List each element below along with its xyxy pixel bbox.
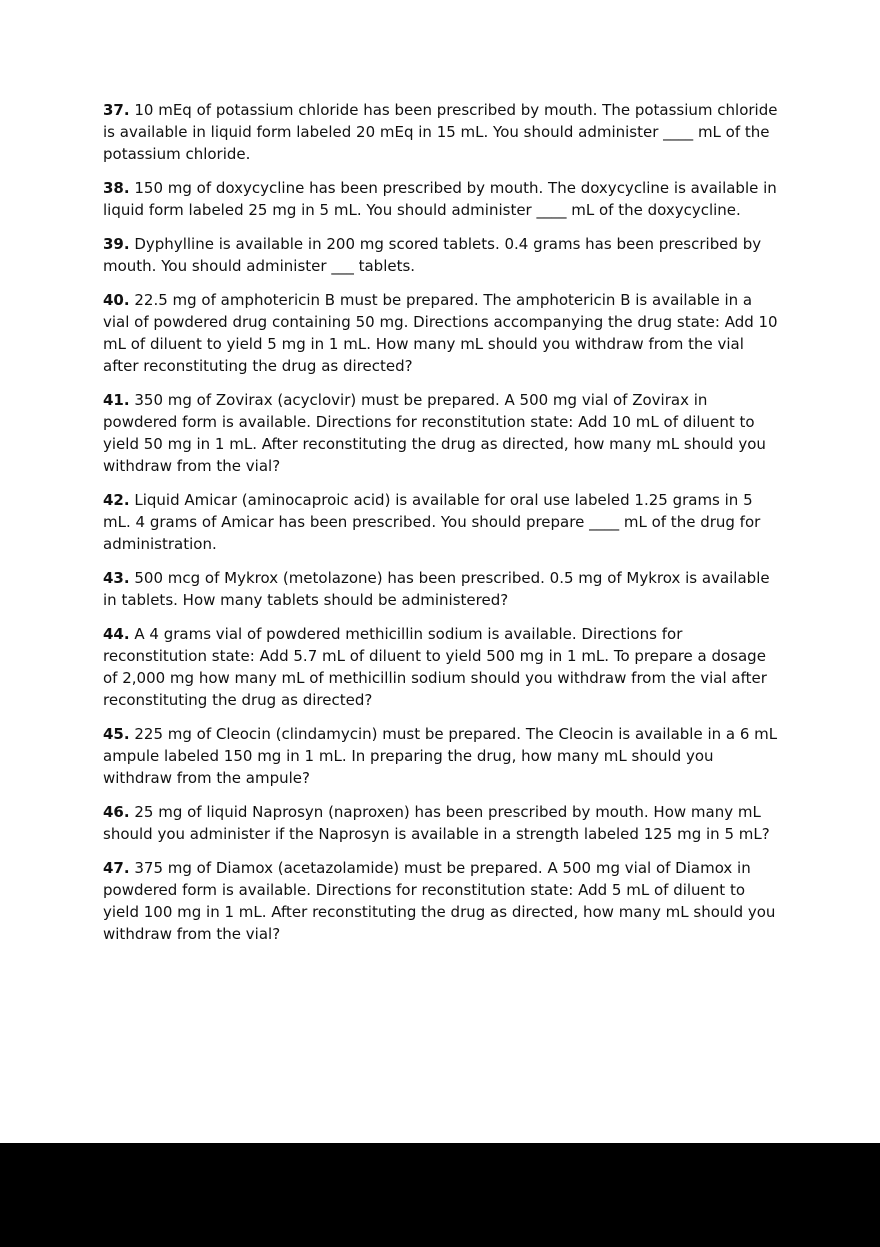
- question-44: [103, 623, 779, 711]
- question-text: 375 mg of Diamox (acetazolamide) must be prepared. A 500 mg vial of Diamox in powdered form is available. Directions for reconstitution state: Add 5 mL of diluent to yield 100 mg in 1 mL. After reconstituting the drug as directed, how many mL should you withdraw from the vial?: [103, 859, 776, 943]
- questions-list: [103, 99, 779, 957]
- question-text: 10 mEq of potassium chloride has been prescribed by mouth. The potassium chloride is available in liquid form labeled 20 mEq in 15 mL. You should administer ____ mL of the potassium chloride.: [103, 101, 778, 163]
- question-text: 500 mcg of Mykrox (metolazone) has been prescribed. 0.5 mg of Mykrox is available in tablets. How many tablets should be administered?: [103, 569, 770, 609]
- question-39: [103, 233, 779, 277]
- question-number: 44.: [103, 625, 130, 643]
- bottom-black-band: [0, 1143, 880, 1247]
- question-text: Dyphylline is available in 200 mg scored tablets. 0.4 grams has been prescribed by mouth. You should administer ___ tablets.: [103, 235, 762, 275]
- question-number: 37.: [103, 101, 130, 119]
- question-text: 225 mg of Cleocin (clindamycin) must be prepared. The Cleocin is available in a 6 mL ampule labeled 150 mg in 1 mL. In preparing the drug, how many mL should you withdraw from the ampule?: [103, 725, 778, 787]
- question-number: 39.: [103, 235, 130, 253]
- question-number: 45.: [103, 725, 130, 743]
- question-number: 42.: [103, 491, 130, 509]
- question-number: 40.: [103, 291, 130, 309]
- question-number: 46.: [103, 803, 130, 821]
- question-number: 41.: [103, 391, 130, 409]
- question-text: 350 mg of Zovirax (acyclovir) must be prepared. A 500 mg vial of Zovirax in powdered form is available. Directions for reconstitution state: Add 10 mL of diluent to yield 50 mg in 1 mL. After reconstituting the drug as directed, how many mL should you withdraw from the vial?: [103, 391, 766, 475]
- question-text: 150 mg of doxycycline has been prescribed by mouth. The doxycycline is available in liquid form labeled 25 mg in 5 mL. You should administer ____ mL of the doxycycline.: [103, 179, 777, 219]
- question-41: [103, 389, 779, 477]
- question-text: 25 mg of liquid Naprosyn (naproxen) has been prescribed by mouth. How many mL should you administer if the Naprosyn is available in a strength labeled 125 mg in 5 mL?: [103, 803, 770, 843]
- question-number: 47.: [103, 859, 130, 877]
- question-45: [103, 723, 779, 789]
- question-46: [103, 801, 779, 845]
- question-text: A 4 grams vial of powdered methicillin sodium is available. Directions for reconstitution state: Add 5.7 mL of diluent to yield 500 mg in 1 mL. To prepare a dosage of 2,000 mg how many mL of methicillin sodium should you withdraw from the vial after reconstituting the drug as directed?: [103, 625, 767, 709]
- question-37: [103, 99, 779, 165]
- question-text: 22.5 mg of amphotericin B must be prepared. The amphotericin B is available in a vial of powdered drug containing 50 mg. Directions accompanying the drug state: Add 10 mL of diluent to yield 5 mg in 1 mL. How many mL should you withdraw from the vial after reconstituting the drug as directed?: [103, 291, 778, 375]
- question-43: [103, 567, 779, 611]
- question-47: [103, 857, 779, 945]
- question-text: Liquid Amicar (aminocaproic acid) is available for oral use labeled 1.25 grams in 5 mL. 4 grams of Amicar has been prescribed. You should prepare ____ mL of the drug for administration.: [103, 491, 761, 553]
- question-42: [103, 489, 779, 555]
- question-number: 43.: [103, 569, 130, 587]
- question-number: 38.: [103, 179, 130, 197]
- question-38: [103, 177, 779, 221]
- question-40: [103, 289, 779, 377]
